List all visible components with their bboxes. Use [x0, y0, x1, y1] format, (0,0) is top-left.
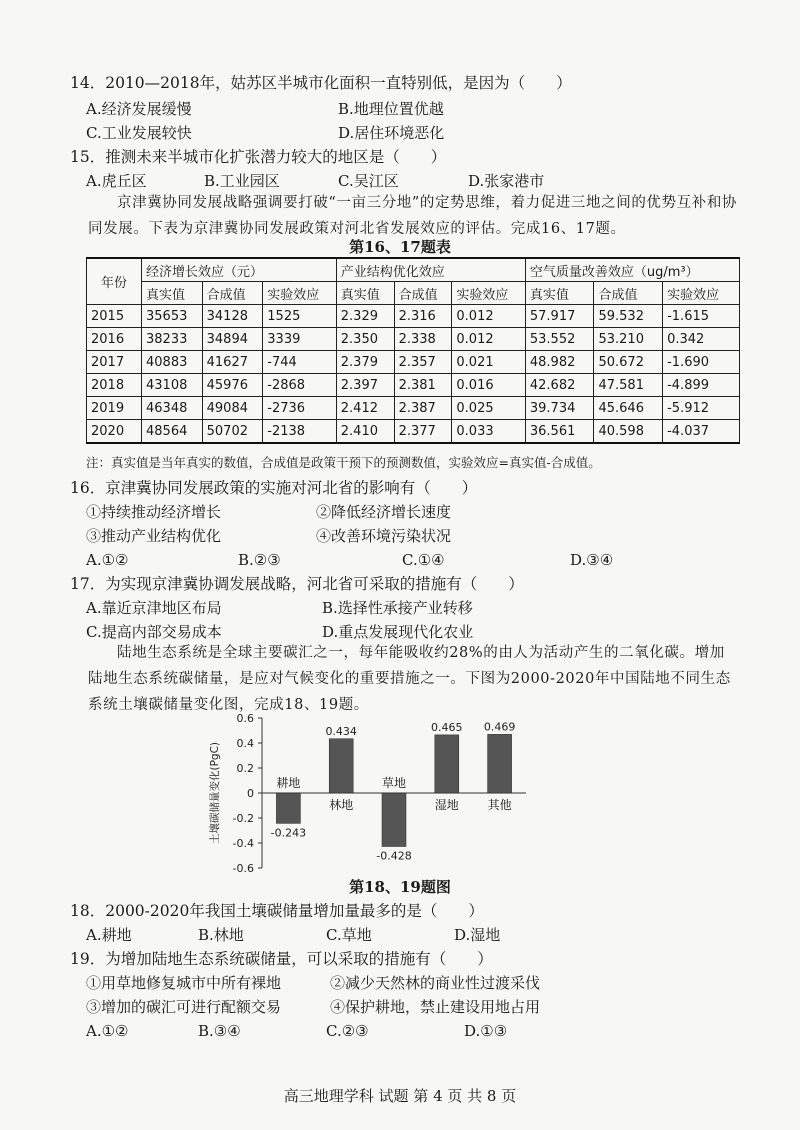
y-tick-label: 0.2 [236, 762, 254, 775]
bar-2 [382, 793, 406, 847]
table-cell: 38233 [142, 328, 203, 351]
table-cell: 53.552 [525, 328, 594, 351]
q16-option-a: A.①② [86, 551, 129, 569]
table-cell: 0.021 [452, 351, 525, 374]
table-year-cell: 2019 [87, 397, 142, 420]
q18-option-c: C.草地 [326, 926, 372, 944]
y-tick-label: -0.2 [232, 812, 254, 825]
table-group-air: 空气质量改善效应（ug/m³） [525, 258, 739, 282]
table-subheader: 实验效应 [663, 282, 740, 305]
table-cell: 2.412 [336, 397, 394, 420]
soil-carbon-chart [196, 708, 536, 878]
table-cell: 45976 [202, 374, 263, 397]
table-cell: 40883 [142, 351, 203, 374]
bar-3 [435, 735, 459, 793]
q14-stem: 14．2010—2018年，姑苏区半城市化面积一直特别低，是因为（ ） [70, 74, 572, 92]
table-cell: 2.387 [394, 397, 452, 420]
table-cell: 0.033 [452, 420, 525, 444]
q19-item-1: ①用草地修复城市中所有裸地 [86, 974, 282, 992]
bar-value-label: -0.428 [376, 849, 412, 863]
q16-item-3: ③推动产业结构优化 [86, 527, 222, 545]
page-footer: 高三地理学科 试题 第 4 页 共 8 页 [283, 1087, 517, 1105]
passage-carbon: 陆地生态系统是全球主要碳汇之一，每年能吸收约28%的由人为活动产生的二氧化碳。增加陆地生态系统碳储量，是应对气候变化的重要措施之一。下图为2000-2020年中国陆地不同生态系统土壤碳储量变化图，完成18、19题。 [88, 645, 731, 713]
table-cell: -4.037 [663, 420, 740, 444]
category-label: 其他 [487, 798, 512, 812]
q18-stem: 18．2000-2020年我国土壤碳储量增加量最多的是（ ） [70, 902, 484, 920]
table-cell: 2.338 [394, 328, 452, 351]
table-cell: 36.561 [525, 420, 594, 444]
table-cell: 0.012 [452, 328, 525, 351]
table-cell: 46348 [142, 397, 203, 420]
y-tick-label: -0.4 [232, 837, 254, 850]
category-label: 耕地 [276, 776, 301, 790]
table-cell: -1.690 [663, 351, 740, 374]
table-row [87, 420, 740, 444]
table-subheader: 合成值 [594, 282, 663, 305]
table-cell: -2868 [263, 374, 336, 397]
bar-1 [329, 739, 353, 793]
q19-option-d: D.①③ [464, 1022, 508, 1040]
table-note: 注：真实值是当年真实的数值，合成值是政策干预下的预测数值，实验效应=真实值-合成值。 [86, 455, 601, 470]
y-tick-label: 0.6 [236, 712, 254, 725]
table-cell: 0.012 [452, 305, 525, 328]
table-cell: 2.381 [394, 374, 452, 397]
q16-item-1: ①持续推动经济增长 [86, 503, 222, 521]
table-subheader-row [87, 282, 740, 305]
table-cell: 35653 [142, 305, 203, 328]
q19-option-a: A.①② [86, 1022, 129, 1040]
table-cell: 59.532 [594, 305, 663, 328]
table-cell: 53.210 [594, 328, 663, 351]
q18-option-d: D.湿地 [454, 926, 501, 944]
q14-option-a: A.经济发展缓慢 [86, 100, 192, 118]
table-subheader: 实验效应 [263, 282, 336, 305]
table-cell: 2.350 [336, 328, 394, 351]
table-cell: -2736 [263, 397, 336, 420]
bar-0 [276, 793, 300, 823]
passage-jjj: 京津冀协同发展战略强调要打破“一亩三分地”的定势思维，着力促进三地之间的优势互补和协同发展。下表为京津冀协同发展政策对河北省发展效应的评估。完成16、17题。 [88, 195, 738, 237]
q19-stem: 19．为增加陆地生态系统碳储量，可以采取的措施有（ ） [70, 950, 493, 968]
q19-item-2: ②减少天然林的商业性过渡采伐 [330, 974, 541, 992]
table-caption: 第16、17题表 [349, 238, 451, 256]
bar-4 [488, 734, 512, 793]
q16-stem: 16．京津冀协同发展政策的实施对河北省的影响有（ ） [70, 479, 478, 497]
q15-option-c: C.吴江区 [338, 172, 399, 190]
table-cell: 1525 [263, 305, 336, 328]
table-subheader: 真实值 [336, 282, 394, 305]
q17-option-a: A.靠近京津地区布局 [86, 599, 222, 617]
table-cell: -744 [263, 351, 336, 374]
table-cell: 3339 [263, 328, 336, 351]
y-tick-label: 0 [247, 787, 254, 800]
table-cell: 0.025 [452, 397, 525, 420]
table-year-cell: 2020 [87, 420, 142, 444]
chart-bars [276, 734, 511, 846]
table-cell: 2.316 [394, 305, 452, 328]
table-cell: 47.581 [594, 374, 663, 397]
table-cell: 2.410 [336, 420, 394, 444]
table-cell: 41627 [202, 351, 263, 374]
q17-option-d: D.重点发展现代化农业 [322, 623, 474, 641]
table-cell: 34128 [202, 305, 263, 328]
q19-option-c: C.②③ [326, 1022, 369, 1040]
table-row [87, 351, 740, 374]
category-label: 湿地 [434, 798, 459, 812]
bar-value-label: 0.434 [325, 724, 357, 738]
table-cell: 48.982 [525, 351, 594, 374]
table-subheader: 真实值 [142, 282, 203, 305]
table-cell: 49084 [202, 397, 263, 420]
q15-stem: 15．推测未来半城市化扩张潜力较大的地区是（ ） [70, 148, 447, 166]
table-cell: 48564 [142, 420, 203, 444]
q19-item-4: ④保护耕地，禁止建设用地占用 [330, 998, 541, 1016]
q16-item-2: ②降低经济增长速度 [316, 503, 452, 521]
table-cell: 57.917 [525, 305, 594, 328]
table-cell: 0.342 [663, 328, 740, 351]
chart-caption: 第18、19题图 [349, 878, 451, 896]
table-year-cell: 2018 [87, 374, 142, 397]
chart-axes [208, 712, 526, 875]
table-cell: -4.899 [663, 374, 740, 397]
q15-option-d: D.张家港市 [468, 172, 545, 190]
table-cell: 50.672 [594, 351, 663, 374]
q16-option-d: D.③④ [570, 551, 614, 569]
table-cell: 2.329 [336, 305, 394, 328]
table-row [87, 328, 740, 351]
q17-option-b: B.选择性承接产业转移 [322, 599, 473, 617]
category-label: 草地 [381, 776, 407, 790]
bar-value-label: 0.465 [431, 720, 463, 734]
table-cell: -2138 [263, 420, 336, 444]
bar-value-label: 0.469 [483, 720, 516, 734]
table-cell: 45.646 [594, 397, 663, 420]
table-cell: 2.379 [336, 351, 394, 374]
table-row [87, 305, 740, 328]
category-label: 林地 [329, 798, 354, 812]
table-subheader: 真实值 [525, 282, 594, 305]
table-cell: 40.598 [594, 420, 663, 444]
q17-option-c: C.提高内部交易成本 [86, 623, 222, 641]
table-cell: 34894 [202, 328, 263, 351]
table-year-cell: 2017 [87, 351, 142, 374]
q16-option-c: C.①④ [402, 551, 445, 569]
table-subheader: 合成值 [394, 282, 452, 305]
table-body [87, 305, 740, 444]
q14-option-d: D.居住环境恶化 [338, 124, 445, 142]
table-cell: 43108 [142, 374, 203, 397]
table-year-cell: 2016 [87, 328, 142, 351]
q15-option-b: B.工业园区 [204, 172, 280, 190]
table-row [87, 374, 740, 397]
table-cell: 2.397 [336, 374, 394, 397]
q19-item-3: ③增加的碳汇可进行配额交易 [86, 998, 282, 1016]
table-cell: 39.734 [525, 397, 594, 420]
table-subheader: 实验效应 [452, 282, 525, 305]
q17-stem: 17．为实现京津冀协调发展战略，河北省可采取的措施有（ ） [70, 575, 524, 593]
table-cell: 0.016 [452, 374, 525, 397]
table-cell: 50702 [202, 420, 263, 444]
table-cell: 42.682 [525, 374, 594, 397]
table-group-industry: 产业结构优化效应 [336, 258, 525, 282]
q16-item-4: ④改善环境污染状况 [316, 527, 452, 545]
y-tick-label: -0.6 [232, 862, 254, 875]
table-cell: 2.357 [394, 351, 452, 374]
table-group-header-row [87, 258, 740, 282]
y-tick-label: 0.4 [236, 737, 254, 750]
bar-value-label: -0.243 [270, 826, 307, 840]
q18-option-b: B.林地 [198, 926, 244, 944]
q14-option-c: C.工业发展较快 [86, 124, 192, 142]
table-year-cell: 2015 [87, 305, 142, 328]
q15-option-a: A.虎丘区 [86, 172, 147, 190]
table-row [87, 397, 740, 420]
q16-option-b: B.②③ [238, 551, 281, 569]
table-subheader: 合成值 [202, 282, 263, 305]
y-axis-title: 土壤碳储量变化(PgC) [209, 741, 221, 845]
effect-table [86, 257, 740, 444]
table-cell: 2.377 [394, 420, 452, 444]
q18-option-a: A.耕地 [86, 926, 132, 944]
table-group-economy: 经济增长效应（元） [142, 258, 337, 282]
table-cell: -1.615 [663, 305, 740, 328]
q14-option-b: B.地理位置优越 [338, 100, 444, 118]
q19-option-b: B.③④ [198, 1022, 241, 1040]
table-cell: -5.912 [663, 397, 740, 420]
table-year-header: 年份 [87, 258, 142, 305]
